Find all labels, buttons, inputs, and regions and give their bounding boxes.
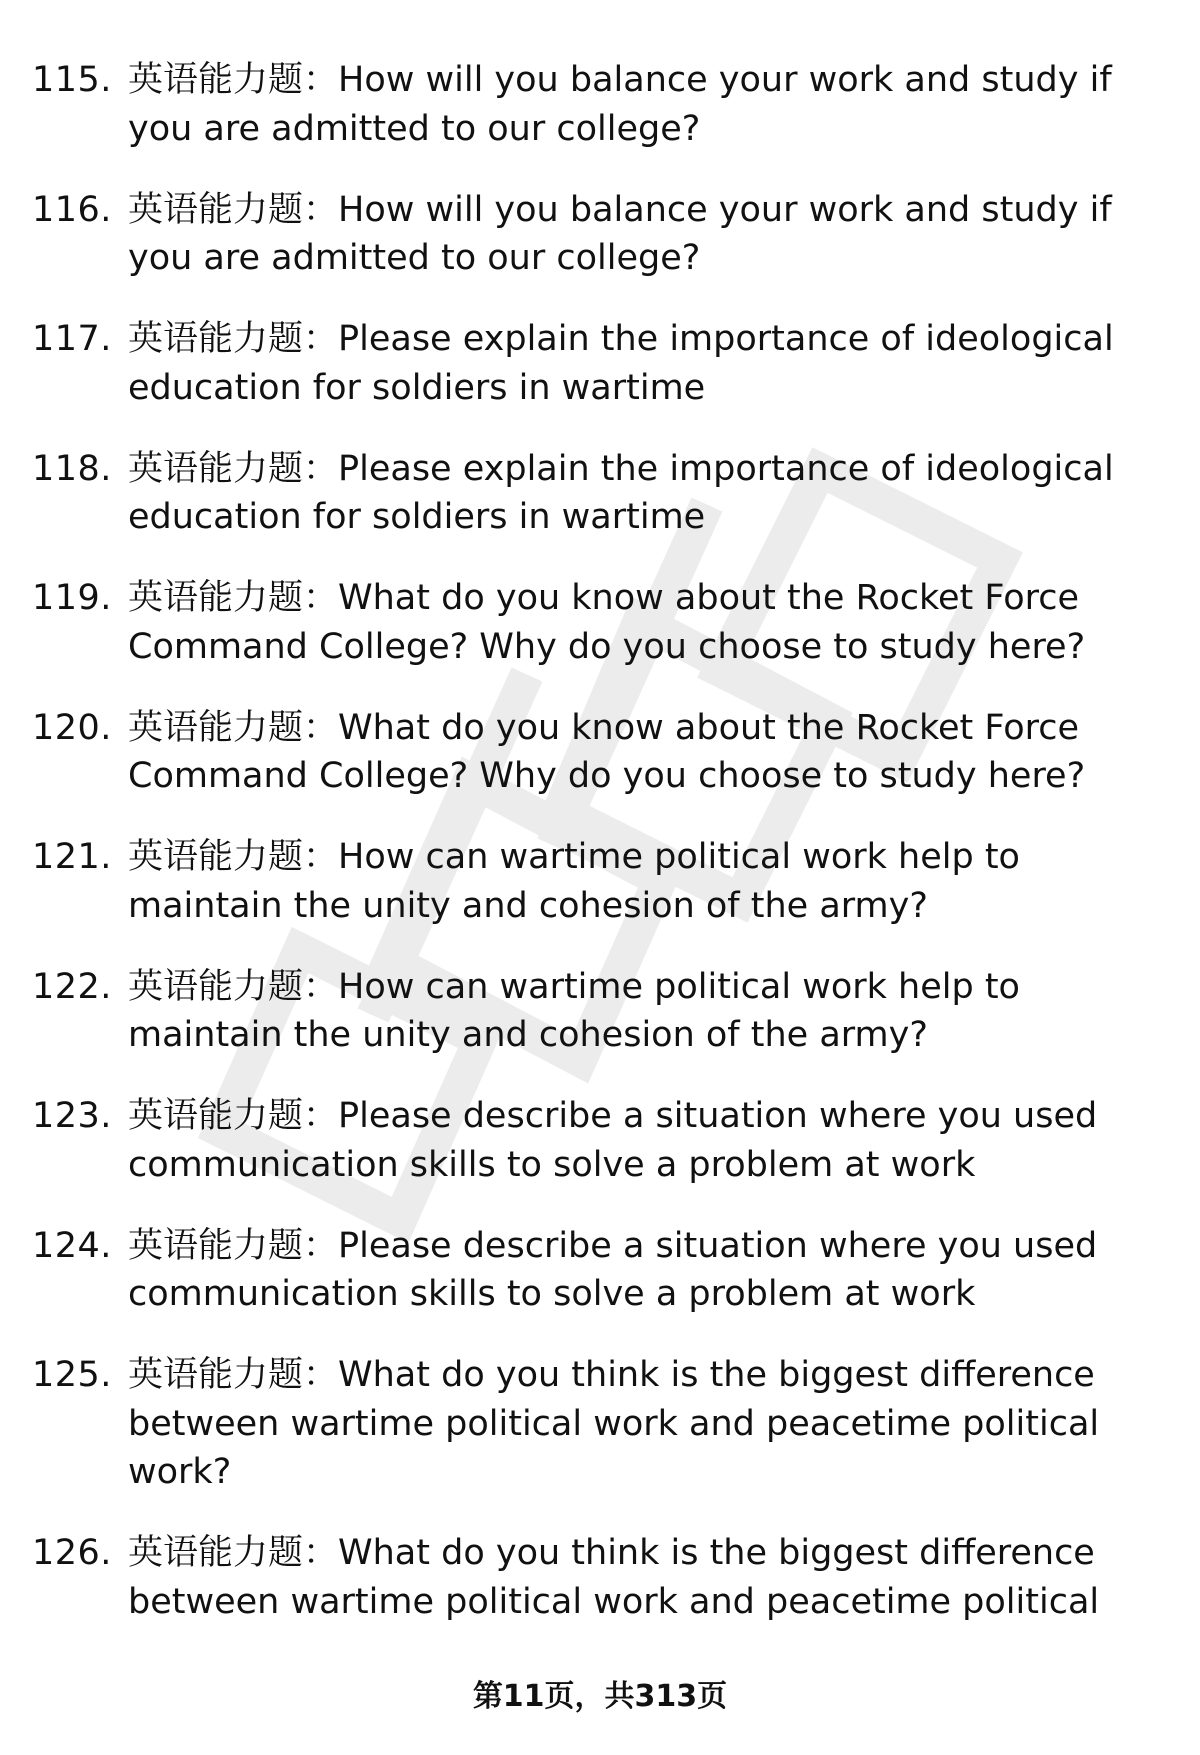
question-text: What do you know about the Rocket Force Command College? Why do you choose to study here? [128, 707, 1086, 796]
question-text: How will you balance your work and study if you are admitted to our college? [128, 60, 1112, 149]
question-number: 117. [32, 319, 112, 359]
question-item [0, 186, 1200, 283]
question-text: Please explain the importance of ideological education for soldiers in wartime [128, 448, 1114, 537]
question-category-tag: 英语能力题： [128, 189, 339, 230]
question-number: 124. [32, 1225, 112, 1266]
question-item [0, 963, 1200, 1060]
question-item [0, 1351, 1200, 1497]
question-category-tag: 英语能力题： [128, 1533, 339, 1573]
question-body [128, 833, 1138, 930]
question-number: 121. [32, 837, 112, 877]
question-category-tag: 英语能力题： [128, 319, 339, 359]
question-body [128, 963, 1138, 1060]
question-category-tag: 英语能力题： [128, 1355, 339, 1395]
question-text: What do you think is the biggest difference between wartime political work and peacetime political work? [128, 1355, 1100, 1492]
question-body [128, 186, 1138, 283]
question-body [128, 315, 1138, 412]
question-text: How can wartime political work help to maintain the unity and cohesion of the army? [128, 966, 1020, 1055]
question-item [0, 315, 1200, 412]
question-item [0, 56, 1200, 153]
question-category-tag: 英语能力题： [128, 966, 339, 1007]
question-category-tag: 英语能力题： [128, 707, 339, 748]
question-category-tag: 英语能力题： [128, 578, 339, 618]
question-item [0, 1529, 1200, 1626]
question-body [128, 1529, 1138, 1626]
question-number: 115. [32, 60, 112, 100]
question-item [0, 833, 1200, 930]
question-text: Please describe a situation where you used communication skills to solve a problem at work [128, 1096, 1098, 1185]
question-number: 125. [32, 1355, 112, 1395]
question-number: 120. [32, 707, 112, 748]
question-number: 122. [32, 966, 112, 1007]
question-text: What do you know about the Rocket Force Command College? Why do you choose to study here? [128, 578, 1086, 667]
question-item [0, 1222, 1200, 1319]
question-number: 119. [32, 578, 112, 618]
question-item [0, 704, 1200, 801]
question-text: Please describe a situation where you used communication skills to solve a problem at work [128, 1225, 1098, 1314]
question-list [0, 56, 1200, 1659]
question-category-tag: 英语能力题： [128, 1225, 339, 1266]
question-category-tag: 英语能力题： [128, 448, 339, 489]
question-item [0, 1092, 1200, 1189]
question-number: 116. [32, 189, 112, 230]
question-body [128, 704, 1138, 801]
question-category-tag: 英语能力题： [128, 60, 339, 100]
question-text: What do you think is the biggest difference between wartime political work and peacetime political [128, 1533, 1100, 1622]
question-number: 123. [32, 1096, 112, 1136]
question-text: How will you balance your work and study if you are admitted to our college? [128, 189, 1112, 278]
question-body [128, 445, 1138, 542]
question-category-tag: 英语能力题： [128, 837, 339, 877]
question-body [128, 574, 1138, 671]
question-item [0, 445, 1200, 542]
question-number: 126. [32, 1533, 112, 1573]
question-body [128, 1222, 1138, 1319]
question-category-tag: 英语能力题： [128, 1096, 339, 1136]
question-body [128, 56, 1138, 153]
page-indicator: 第11页，共313页 [472, 1679, 728, 1714]
question-number: 118. [32, 448, 112, 489]
question-body [128, 1351, 1138, 1497]
question-text: Please explain the importance of ideological education for soldiers in wartime [128, 319, 1114, 408]
question-body [128, 1092, 1138, 1189]
question-text: How can wartime political work help to maintain the unity and cohesion of the army? [128, 837, 1020, 926]
question-item [0, 574, 1200, 671]
